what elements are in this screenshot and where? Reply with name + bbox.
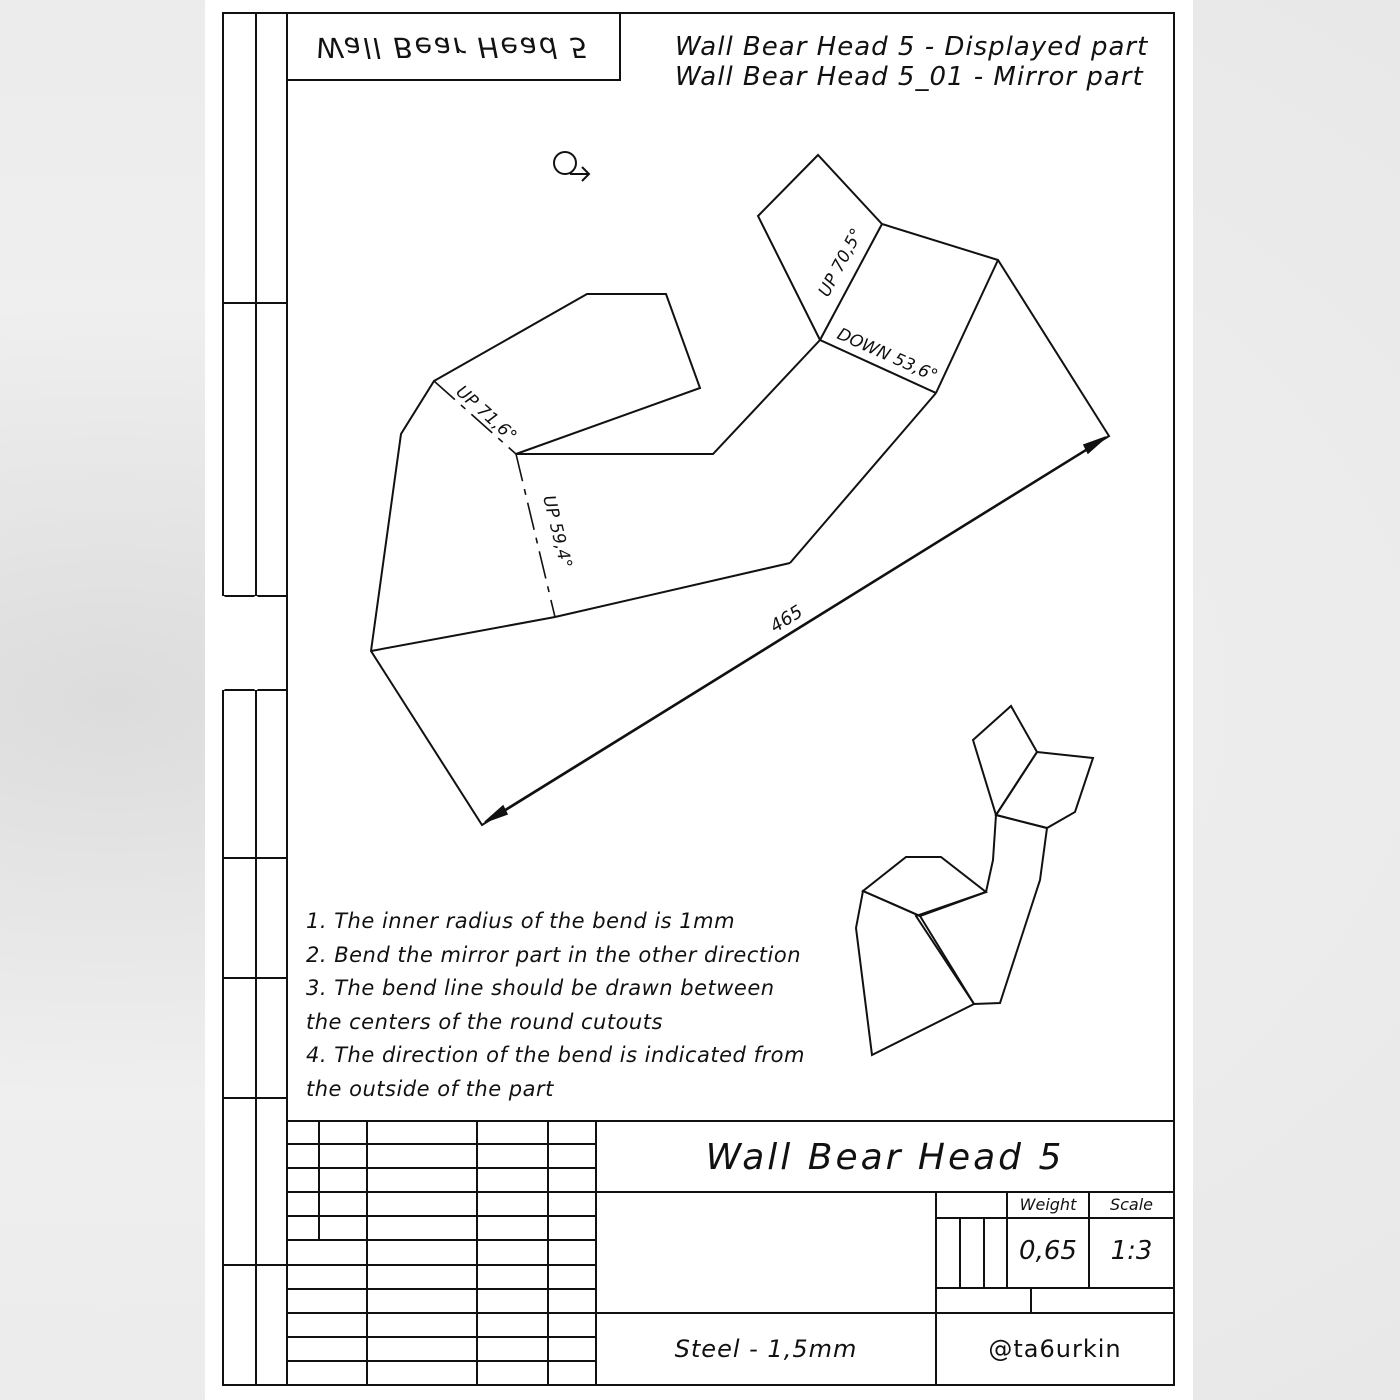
note-line: the outside of the part	[306, 1076, 554, 1101]
dimension-value: 465	[766, 601, 807, 638]
note-line: 2. Bend the mirror part in the other direction	[306, 942, 802, 967]
scale-value: 1:3	[1110, 1236, 1153, 1266]
author: @ta6urkin	[988, 1335, 1122, 1363]
scale-label: Scale	[1109, 1195, 1154, 1214]
bend-label-up-59-4: UP 59,4°	[538, 493, 576, 571]
mirrored-part-label: Wall Bear Head 5	[315, 31, 590, 65]
bend-label-up-71-6: UP 71,6°	[451, 381, 521, 447]
note-line: 4. The direction of the bend is indicated from	[306, 1043, 805, 1068]
weight-value: 0,65	[1019, 1236, 1077, 1266]
weight-label: Weight	[1019, 1195, 1077, 1214]
notes	[306, 905, 826, 1107]
flat-pattern-outline	[371, 155, 1109, 825]
note-line: the centers of the round cutouts	[306, 1009, 663, 1034]
folded-part-preview	[856, 706, 1093, 1055]
title-block-title: Wall Bear Head 5	[705, 1136, 1065, 1178]
bend-label-up-70-5: UP 70,5°	[814, 225, 868, 301]
note-line: 1. The inner radius of the bend is 1mm	[306, 909, 736, 933]
mirror-part-line: Wall Bear Head 5_01 - Mirror part	[675, 62, 1144, 92]
bend-label-down-53-6: DOWN 53,6°	[833, 324, 941, 387]
note-line: 3. The bend line should be drawn between	[306, 976, 775, 1001]
dimension-line	[485, 437, 1106, 822]
part-list	[675, 32, 1148, 92]
material: Steel - 1,5mm	[674, 1335, 858, 1363]
displayed-part-line: Wall Bear Head 5 - Displayed part	[675, 32, 1149, 62]
circle-arrow-icon	[554, 152, 589, 181]
